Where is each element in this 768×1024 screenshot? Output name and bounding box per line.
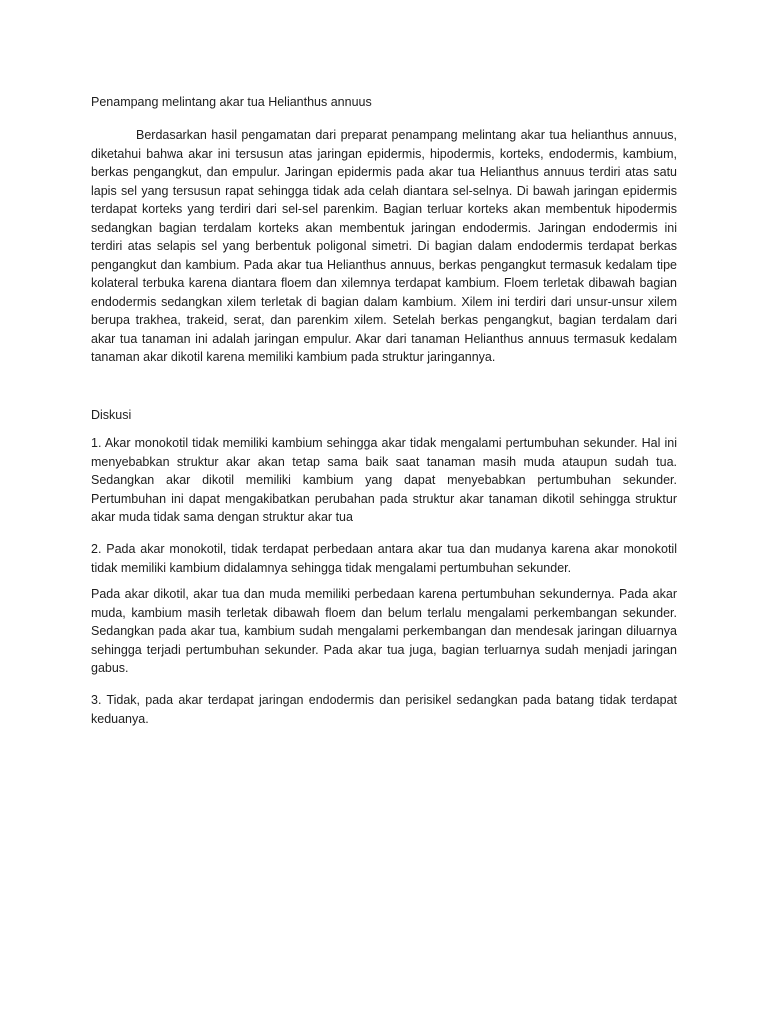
document-title: Penampang melintang akar tua Helianthus annuus — [91, 95, 372, 109]
observation-paragraph: Berdasarkan hasil pengamatan dari preparat penampang melintang akar tua helianthus annuus, diketahui bahwa akar ini tersusun atas jaringan epidermis, hipodermis, korteks, endodermis, kambium, berkas pengangkut, dan empulur. Jaringan epidermis pada akar tua Helianthus annuus terdiri atas satu lapis sel yang tersusun rapat sehingga tidak ada celah diantara sel-selnya. Di bawah jaringan epidermis terdapat korteks yang terdiri dari sel-sel parenkim. Bagian terluar korteks akan membentuk hipodermis sedangkan bagian terdalam korteks akan membentuk jaringan endodermis. Jaringan endodermis ini terdiri atas selapis sel yang berbentuk poligonal simetri. Di bagian dalam endodermis terdapat berkas pengangkut dan kambium. Pada akar tua Helianthus annuus, berkas pengangkut termasuk kedalam tipe kolateral terbuka karena diantara floem dan xilemnya terdapat kambium. Floem terletak dibawah bagian endodermis sedangkan xilem terletak di bagian dalam kambium. Xilem ini terdiri dari unsur-unsur xilem berupa trakhea, trakeid, serat, dan parenkim xilem. Setelah berkas pengangkut, bagian terdalam dari akar tua tanaman ini adalah jaringan empulur. Akar dari tanaman Helianthus annuus termasuk kedalam tanaman akar dikotil karena memiliki kambium pada struktur jaringannya. — [91, 128, 677, 364]
discussion-item-1: 1. Akar monokotil tidak memiliki kambium sehingga akar tidak mengalami pertumbuhan sekunder. Hal ini menyebabkan struktur akar akan tetap sama baik saat tanaman masih muda ataupun sudah tua. Sedangkan akar dikotil memiliki kambium yang dapat menyebabkan pertumbuhan sekunder. Pertumbuhan ini dapat mengakibatkan perubahan pada struktur akar tanaman dikotil sehingga struktur akar muda tidak sama dengan struktur akar tua — [91, 436, 677, 524]
discussion-item-3: 3. Tidak, pada akar terdapat jaringan endodermis dan perisikel sedangkan pada batang tidak terdapat keduanya. — [91, 693, 677, 726]
discussion-item-2-continued: Pada akar dikotil, akar tua dan muda memiliki perbedaan karena pertumbuhan sekundernya. Pada akar muda, kambium masih terletak dibawah floem dan belum terlalu mengalami perkembangan sekunder. Sedangkan pada akar tua, kambium sudah mengalami perkembangan dan mendesak jaringan diluarnya sehingga terjadi pertumbuhan sekunder. Pada akar tua juga, bagian terluarnya sudah menjadi jaringan gabus. — [91, 587, 677, 675]
discussion-item-2: 2. Pada akar monokotil, tidak terdapat perbedaan antara akar tua dan mudanya karena akar monokotil tidak memiliki kambium didalamnya sehingga tidak mengalami pertumbuhan sekunder. — [91, 542, 677, 575]
discussion-heading: Diskusi — [91, 408, 132, 422]
